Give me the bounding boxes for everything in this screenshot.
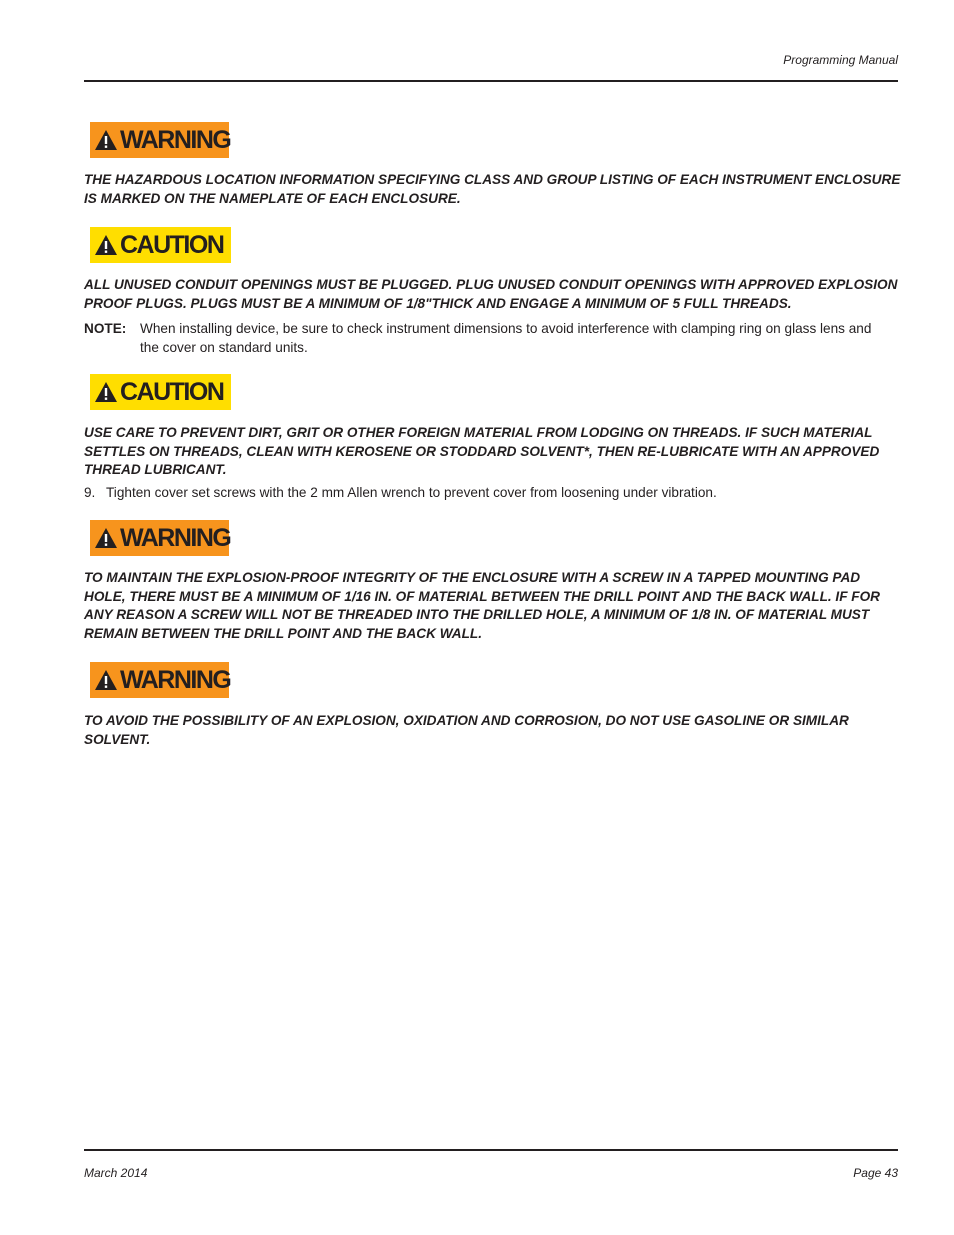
step-number: 9.	[84, 485, 96, 500]
caution-label	[90, 227, 231, 263]
footer-date: March 2014	[84, 1166, 148, 1180]
warning-text: THE HAZARDOUS LOCATION INFORMATION SPECIFYING CLASS AND GROUP LISTING OF EACH INSTRUMENT ENCLOSURE IS MARKED ON THE NAMEPLATE OF EACH ENCLOSURE.	[84, 172, 901, 206]
caution-label-text: CAUTION	[120, 230, 224, 259]
warning-triangle-icon	[94, 234, 118, 256]
warning-label	[90, 520, 229, 556]
warning-label-text: WARNING	[120, 125, 231, 154]
caution-label-text: CAUTION	[120, 377, 224, 406]
warning-label-text: WARNING	[120, 665, 231, 694]
manual-title: Programming Manual	[783, 53, 898, 67]
caution-text: USE CARE TO PREVENT DIRT, GRIT OR OTHER FOREIGN MATERIAL FROM LODGING ON THREADS. IF SUCH MATERIAL SETTLES ON THREADS, CLEAN WITH KEROSENE OR STODDARD SOLVENT*, THEN RE-LUBRICATE WITH AN APPROVED THREAD LUBRICANT.	[84, 425, 880, 478]
warning-triangle-icon	[94, 669, 118, 691]
page-number: Page 43	[853, 1166, 898, 1180]
step-text: Tighten cover set screws with the 2 mm Allen wrench to prevent cover from loosening under vibration.	[106, 485, 717, 500]
warning-triangle-icon	[94, 527, 118, 549]
caution-label	[90, 374, 231, 410]
note-block	[84, 320, 884, 357]
warning-label	[90, 122, 229, 158]
warning-label	[90, 662, 229, 698]
warning-label-text: WARNING	[120, 523, 231, 552]
note-text: When installing device, be sure to check instrument dimensions to avoid interference with clamping ring on glass lens and the cover on standard units.	[140, 321, 872, 355]
header-rule	[84, 80, 898, 82]
step-item	[84, 484, 894, 503]
warning-text: TO MAINTAIN THE EXPLOSION-PROOF INTEGRITY OF THE ENCLOSURE WITH A SCREW IN A TAPPED MOUNTING PAD HOLE, THERE MUST BE A MINIMUM OF 1/16 IN. OF MATERIAL BETWEEN THE DRILL POINT AND THE BACK WALL. IF FOR ANY REASON A SCREW WILL NOT BE THREADED INTO THE DRILLED HOLE, A MINIMUM OF 1/8 IN. OF MATERIAL MUST REMAIN BETWEEN THE DRILL POINT AND THE BACK WALL.	[84, 570, 880, 642]
footer-rule	[84, 1149, 898, 1151]
caution-text: ALL UNUSED CONDUIT OPENINGS MUST BE PLUGGED. PLUG UNUSED CONDUIT OPENINGS WITH APPROVED EXPLOSION PROOF PLUGS. PLUGS MUST BE A MINIMUM OF 1/8"THICK AND ENGAGE A MINIMUM OF 5 FULL THREADS.	[84, 277, 898, 311]
warning-triangle-icon	[94, 381, 118, 403]
warning-triangle-icon	[94, 129, 118, 151]
note-label: NOTE:	[84, 321, 127, 336]
warning-text: TO AVOID THE POSSIBILITY OF AN EXPLOSION, OXIDATION AND CORROSION, DO NOT USE GASOLINE OR SIMILAR SOLVENT.	[84, 713, 849, 747]
